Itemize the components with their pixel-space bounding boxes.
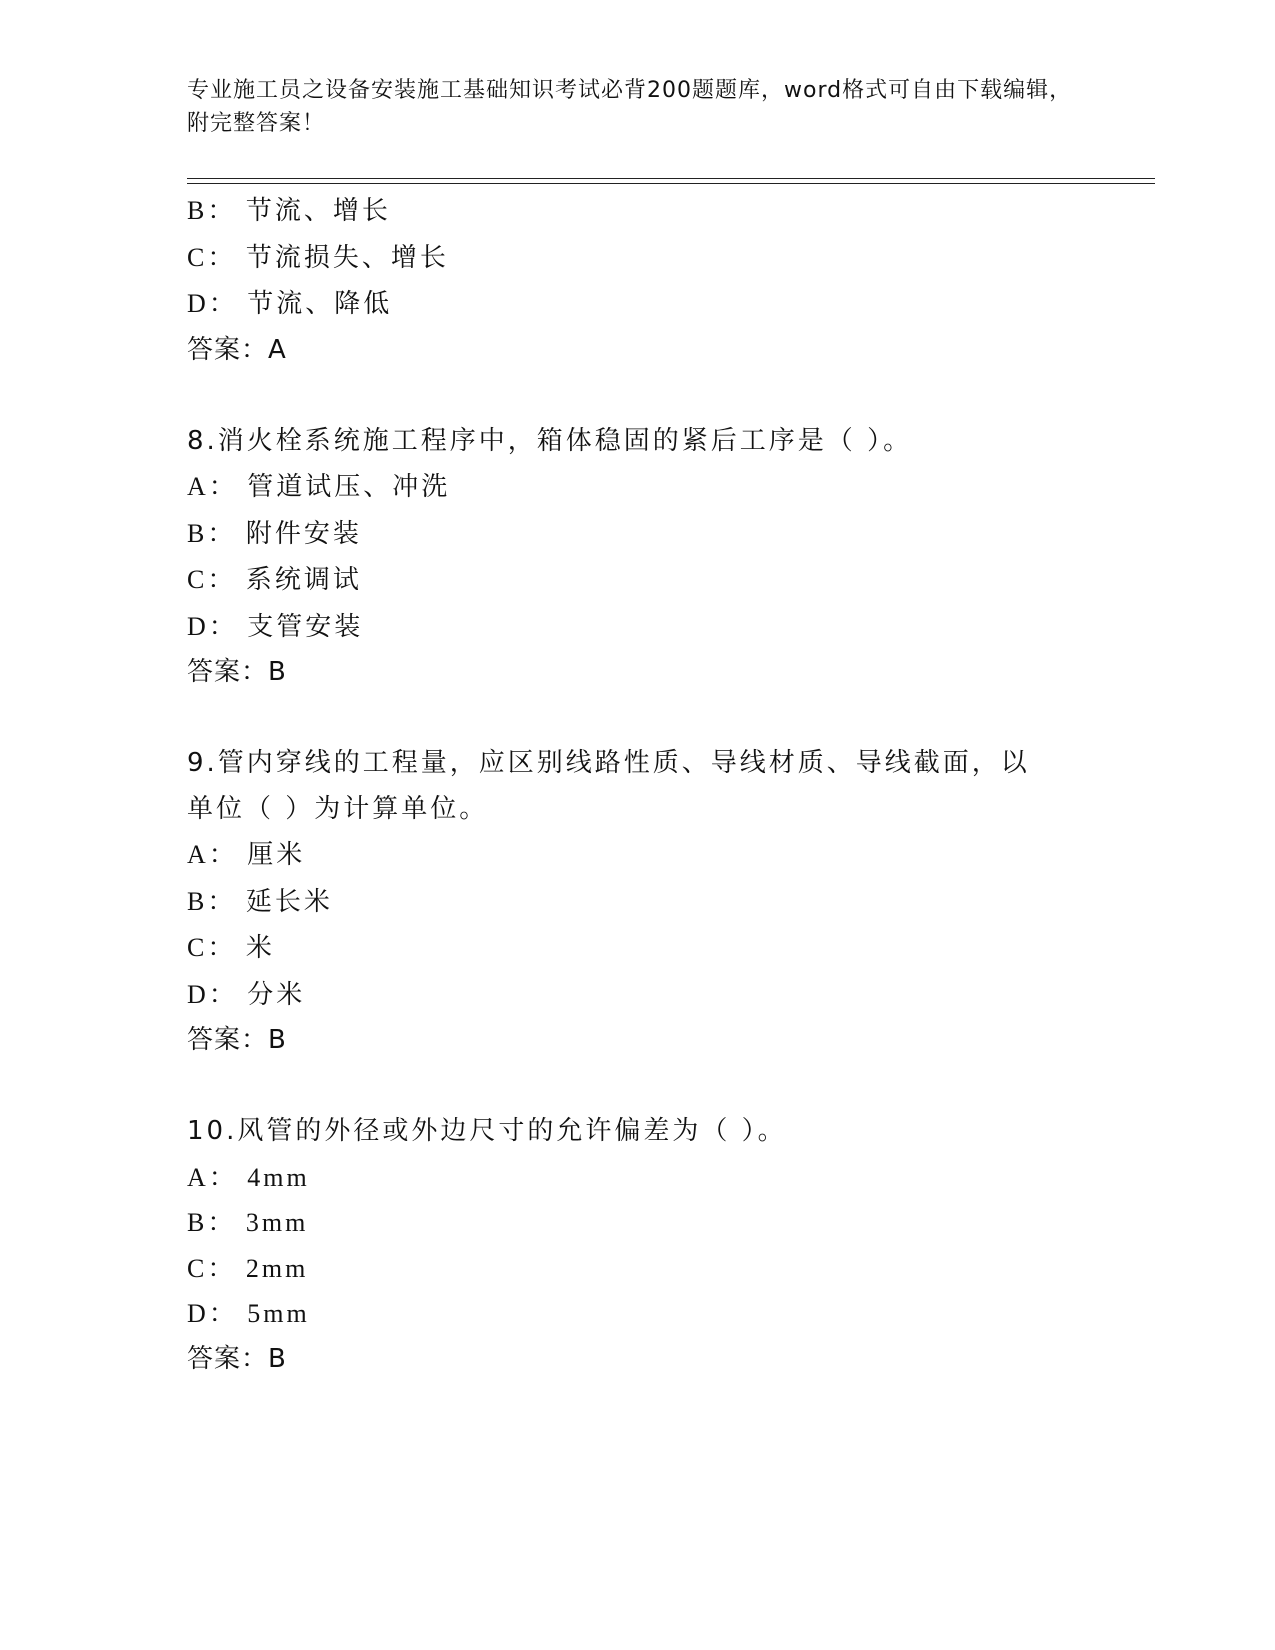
option-a bbox=[187, 1155, 1087, 1201]
option-a bbox=[187, 832, 1087, 879]
option-letter: B： bbox=[187, 886, 237, 916]
option-d bbox=[187, 281, 1087, 328]
option-b bbox=[187, 1200, 1087, 1246]
document-header-title: 专业施工员之设备安装施工基础知识考试必背200题题库，word格式可自由下载编辑，附完整答案！ bbox=[187, 78, 1073, 136]
option-text: 2mm bbox=[245, 1253, 309, 1283]
answer-line: 答案：B bbox=[187, 657, 287, 687]
question-block-8 bbox=[187, 419, 1087, 696]
option-text: 3mm bbox=[245, 1208, 309, 1237]
header-divider-top bbox=[187, 178, 1155, 179]
option-text: 4mm bbox=[247, 1162, 310, 1192]
option-text: 管道试压、冲洗 bbox=[247, 472, 451, 502]
question-stem: 9.管内穿线的工程量，应区别线路性质、导线材质、导线截面，以单位（ ）为计算单位。 bbox=[187, 748, 1030, 824]
option-letter: D： bbox=[187, 1299, 238, 1328]
option-b bbox=[187, 511, 1087, 558]
option-text: 节流损失、增长 bbox=[245, 242, 449, 273]
option-text: 系统调试 bbox=[245, 565, 362, 595]
option-text: 延长米 bbox=[245, 886, 333, 917]
question-list bbox=[187, 188, 1087, 1382]
option-d bbox=[187, 972, 1087, 1019]
option-d bbox=[187, 604, 1087, 651]
question-block-10 bbox=[187, 1109, 1087, 1382]
option-text: 支管安装 bbox=[247, 611, 364, 642]
option-text: 附件安装 bbox=[245, 518, 362, 549]
option-b bbox=[187, 879, 1087, 926]
option-letter: C： bbox=[187, 1253, 237, 1283]
option-letter: B： bbox=[187, 196, 237, 225]
option-d bbox=[187, 1291, 1087, 1337]
option-text: 米 bbox=[245, 933, 275, 963]
question-stem: 8.消火栓系统施工程序中，箱体稳固的紧后工序是（ ）。 bbox=[187, 425, 913, 456]
question-block-7 bbox=[187, 188, 1087, 373]
option-letter: C： bbox=[187, 565, 237, 594]
option-letter: B： bbox=[187, 1208, 237, 1237]
option-letter: C： bbox=[187, 933, 237, 962]
option-a bbox=[187, 464, 1087, 511]
answer-line: 答案：A bbox=[187, 334, 287, 365]
question-block-9 bbox=[187, 741, 1087, 1064]
option-letter: B： bbox=[187, 518, 237, 548]
option-text: 节流、增长 bbox=[245, 196, 391, 226]
header-divider-bottom bbox=[187, 183, 1155, 184]
option-letter: D： bbox=[187, 979, 238, 1009]
option-letter: D： bbox=[187, 611, 238, 641]
option-c bbox=[187, 1246, 1087, 1292]
option-text: 5mm bbox=[247, 1299, 310, 1328]
option-letter: A： bbox=[187, 472, 238, 501]
option-letter: A： bbox=[187, 1162, 238, 1192]
block-spacer bbox=[187, 373, 1087, 419]
option-c bbox=[187, 557, 1087, 604]
option-text: 分米 bbox=[247, 979, 306, 1010]
question-stem: 10.风管的外径或外边尺寸的允许偏差为（ ）。 bbox=[187, 1116, 787, 1146]
option-text: 节流、降低 bbox=[247, 289, 393, 319]
option-c bbox=[187, 925, 1087, 972]
block-spacer bbox=[187, 696, 1087, 742]
option-letter: D： bbox=[187, 289, 238, 318]
option-text: 厘米 bbox=[247, 840, 306, 870]
option-c bbox=[187, 235, 1087, 282]
answer-line: 答案：B bbox=[187, 1343, 287, 1374]
answer-line: 答案：B bbox=[187, 1025, 287, 1055]
option-b bbox=[187, 188, 1087, 235]
block-spacer bbox=[187, 1064, 1087, 1110]
option-letter: C： bbox=[187, 242, 237, 272]
option-letter: A： bbox=[187, 840, 238, 869]
